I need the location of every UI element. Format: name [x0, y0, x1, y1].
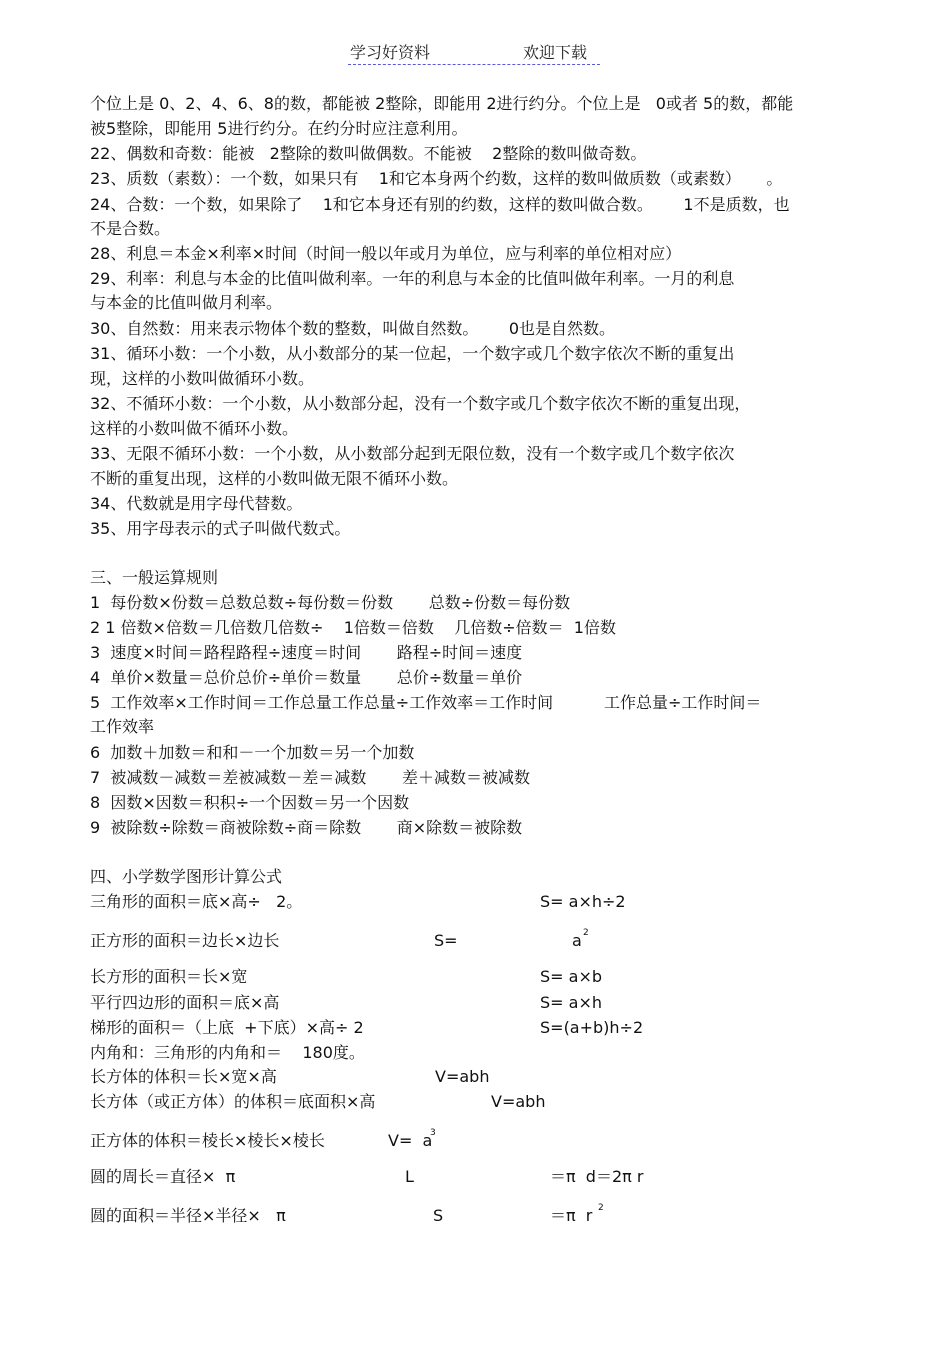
text-line: 34、代数就是用字母代替数。 [90, 494, 303, 513]
rule-line: 5 工作效率×工作时间＝工作总量工作总量÷工作效率＝工作时间 工作总量÷工作时间＝ [90, 693, 762, 712]
formula-text: 长方体的体积＝长×宽×高 [90, 1067, 277, 1086]
formula-text: 圆的面积＝半径×半径× π [90, 1206, 286, 1225]
text-line: 不断的重复出现，这样的小数叫做无限不循环小数。 [90, 469, 459, 488]
formula-rhs: S= a×b [540, 967, 603, 986]
text-line: 22、偶数和奇数：能被 2整除的数叫做偶数。不能被 2整除的数叫做奇数。 [90, 144, 647, 163]
formula-superscript: 3 [430, 1128, 436, 1138]
text-line: 个位上是 0、2、4、6、8的数，都能被 2整除，即能用 2进行约分。个位上是 0或者 5的数，都能 [90, 94, 794, 113]
rule-line: 7 被减数－减数＝差被减数－差＝减数 差＋减数＝被减数 [90, 768, 530, 787]
rule-line: 8 因数×因数＝积积÷一个因数＝另一个因数 [90, 793, 410, 812]
formula-text: 正方体的体积＝棱长×棱长×棱长 [90, 1131, 325, 1150]
formula-text: 内角和：三角形的内角和＝ 180度。 [90, 1043, 365, 1062]
rule-line: 6 加数＋加数＝和和－一个加数＝另一个加数 [90, 743, 415, 762]
rule-line: 工作效率 [90, 717, 155, 736]
formula-text: 三角形的面积＝底×高÷ 2。 [90, 892, 303, 911]
rule-line: 9 被除数÷除数＝商被除数÷商＝除数 商×除数＝被除数 [90, 818, 523, 837]
formula-rhs: a [572, 931, 582, 950]
formula-rhs: V=abh [491, 1092, 546, 1111]
text-line: 35、用字母表示的式子叫做代数式。 [90, 519, 351, 538]
section-heading: 三、一般运算规则 [90, 568, 219, 587]
text-line: 这样的小数叫做不循环小数。 [90, 419, 299, 438]
text-line: 30、自然数：用来表示物体个数的整数，叫做自然数。 0也是自然数。 [90, 319, 616, 338]
text-line: 被5整除，即能用 5进行约分。在约分时应注意利用。 [90, 119, 468, 138]
header-right-text: 欢迎下载 [523, 43, 588, 62]
formula-text: 正方形的面积＝边长×边长 [90, 931, 280, 950]
formula-superscript: 2 [583, 928, 589, 938]
formula-rhs: V= a [388, 1131, 433, 1150]
text-line: 23、质数（素数）：一个数，如果只有 1和它本身两个约数，这样的数叫做质数（或素数） 。 [90, 169, 783, 188]
formula-text: 长方体（或正方体）的体积＝底面积×高 [90, 1092, 376, 1111]
formula-rhs: V=abh [435, 1067, 490, 1086]
header-left-text: 学习好资料 [350, 43, 431, 62]
rule-line: 4 单价×数量＝总价总价÷单价＝数量 总价÷数量＝单价 [90, 668, 523, 687]
text-line: 不是合数。 [90, 219, 171, 238]
formula-text: 圆的周长＝直径× π [90, 1167, 236, 1186]
rule-line: 1 每份数×份数＝总数总数÷每份数＝份数 总数÷份数＝每份数 [90, 593, 571, 612]
text-line: 现，这样的小数叫做循环小数。 [90, 369, 315, 388]
text-line: 33、无限不循环小数：一个小数，从小数部分起到无限位数，没有一个数字或几个数字依次 [90, 444, 735, 463]
formula-rhs: S=(a+b)h÷2 [540, 1018, 644, 1037]
formula-rhs: ＝π r [550, 1206, 593, 1225]
formula-superscript: 2 [598, 1203, 604, 1213]
formula-text: 平行四边形的面积＝底×高 [90, 993, 280, 1012]
rule-line: 2 1 倍数×倍数＝几倍数几倍数÷ 1倍数＝倍数 几倍数÷倍数＝ 1倍数 [90, 618, 616, 637]
text-line: 31、循环小数：一个小数，从小数部分的某一位起，一个数字或几个数字依次不断的重复出 [90, 344, 735, 363]
page-header [348, 42, 600, 65]
formula-rhs: ＝π d＝2π r [550, 1167, 644, 1186]
section-heading: 四、小学数学图形计算公式 [90, 867, 283, 886]
text-line: 24、合数：一个数，如果除了 1和它本身还有别的约数，这样的数叫做合数。 1不是质数，也 [90, 195, 790, 214]
formula-rhs: S= a×h÷2 [540, 892, 626, 911]
text-line: 与本金的比值叫做月利率。 [90, 293, 283, 312]
formula-mid: S [433, 1206, 444, 1225]
formula-rhs: S= a×h [540, 993, 602, 1012]
text-line: 32、不循环小数：一个小数，从小数部分起，没有一个数字或几个数字依次不断的重复出现， [90, 394, 751, 413]
text-line: 28、利息＝本金×利率×时间（时间一般以年或月为单位，应与利率的单位相对应） [90, 244, 682, 263]
formula-text: 梯形的面积＝（上底 +下底）×高÷ 2 [90, 1018, 364, 1037]
formula-text: 长方形的面积＝长×宽 [90, 967, 248, 986]
formula-mid: S= [434, 931, 458, 950]
formula-mid: L [405, 1167, 414, 1186]
rule-line: 3 速度×时间＝路程路程÷速度＝时间 路程÷时间＝速度 [90, 643, 523, 662]
text-line: 29、利率：利息与本金的比值叫做利率。一年的利息与本金的比值叫做年利率。一月的利息 [90, 269, 735, 288]
